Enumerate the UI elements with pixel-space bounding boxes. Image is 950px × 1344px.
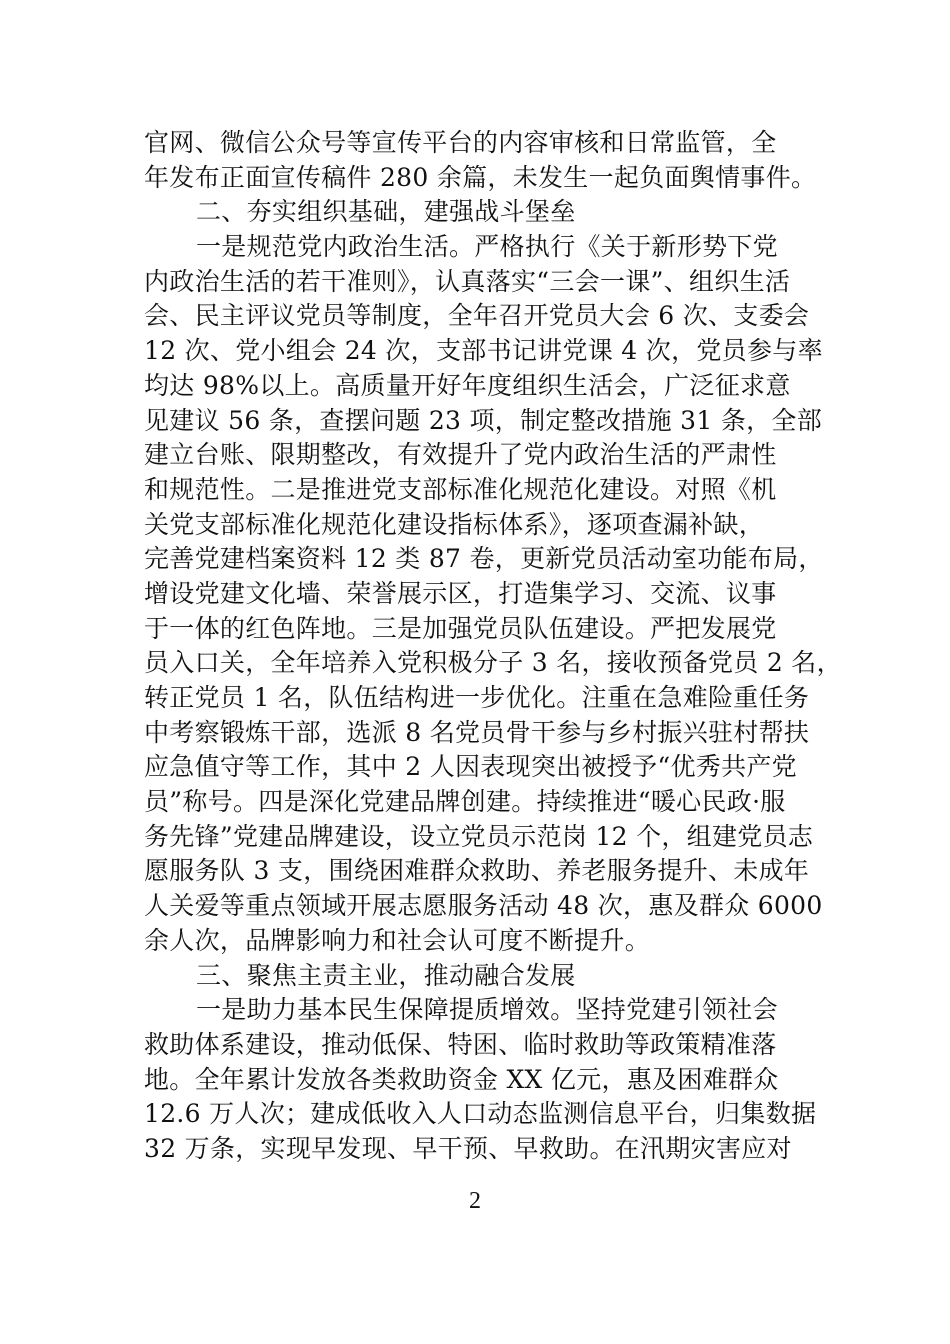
text-line: 关党支部标准化规范化建设指标体系》，逐项查漏补缺，: [144, 509, 765, 539]
page-number: 2: [469, 1188, 481, 1214]
section-heading: 二、夯实组织基础，建强战斗堡垒: [196, 197, 576, 227]
text-line: 建立台账、限期整改，有效提升了党内政治生活的严肃性: [144, 440, 777, 470]
text-line: 员”称号。四是深化党建品牌创建。持续推进“暖心民政·服: [144, 787, 786, 817]
text-line: 官网、微信公众号等宣传平台的内容审核和日常监管，全: [144, 128, 777, 157]
text-line: 务先锋”党建品牌建设，设立党员示范岗 12 个，组建党员志: [144, 821, 814, 851]
text-line: 救助体系建设，推动低保、特困、临时救助等政策精准落: [144, 1029, 777, 1059]
text-line: 见建议 56 条，查摆问题 23 项，制定整改措施 31 条，全部: [144, 405, 823, 435]
text-line: 转正党员 1 名，队伍结构进一步优化。注重在急难险重任务: [144, 683, 810, 712]
text-line: 均达 98%以上。高质量开好年度组织生活会，广泛征求意: [144, 370, 791, 400]
document-body: [144, 126, 842, 1167]
text-line: 完善党建档案资料 12 类 87 卷，更新党员活动室功能布局，: [144, 544, 824, 574]
text-line: 12 次、党小组会 24 次，支部书记讲党课 4 次，党员参与率: [144, 336, 823, 366]
text-line: 一是规范党内政治生活。严格执行《关于新形势下党: [196, 232, 778, 262]
text-line: 愿服务队 3 支，围绕困难群众救助、养老服务提升、未成年: [144, 856, 810, 886]
text-line: 中考察锻炼干部，选派 8 名党员骨干参与乡村振兴驻村帮扶: [144, 717, 810, 747]
text-line: 地。全年累计发放各类救助资金 XX 亿元，惠及困难群众: [144, 1064, 779, 1094]
text-line: 于一体的红色阵地。三是加强党员队伍建设。严把发展党: [144, 613, 777, 643]
text-line: 增设党建文化墙、荣誉展示区，打造集学习、交流、议事: [144, 578, 777, 608]
text-line: 12.6 万人次；建成低收入人口动态监测信息平台，归集数据: [144, 1099, 817, 1129]
text-line: 应急值守等工作，其中 2 人因表现突出被授予“优秀共产党: [144, 752, 797, 782]
text-line: 员入口关，全年培养入党积极分子 3 名，接收预备党员 2 名，: [144, 648, 842, 678]
text-line: 人关爱等重点领域开展志愿服务活动 48 次，惠及群众 6000: [144, 891, 823, 921]
text-line: 年发布正面宣传稿件 280 余篇，未发生一起负面舆情事件。: [144, 162, 817, 192]
text-line: 余人次，品牌影响力和社会认可度不断提升。: [144, 925, 651, 955]
text-line: 32 万条，实现早发现、早干预、早救助。在汛期灾害应对: [144, 1133, 792, 1163]
text-line: 内政治生活的若干准则》，认真落实“三会一课”、组织生活: [144, 266, 791, 296]
text-line: 和规范性。二是推进党支部标准化规范化建设。对照《机: [144, 474, 777, 504]
section-heading: 三、聚焦主责主业，推动融合发展: [196, 960, 576, 990]
text-line: 会、民主评议党员等制度，全年召开党员大会 6 次、支委会: [144, 301, 810, 331]
text-line: 一是助力基本民生保障提质增效。坚持党建引领社会: [196, 995, 778, 1025]
